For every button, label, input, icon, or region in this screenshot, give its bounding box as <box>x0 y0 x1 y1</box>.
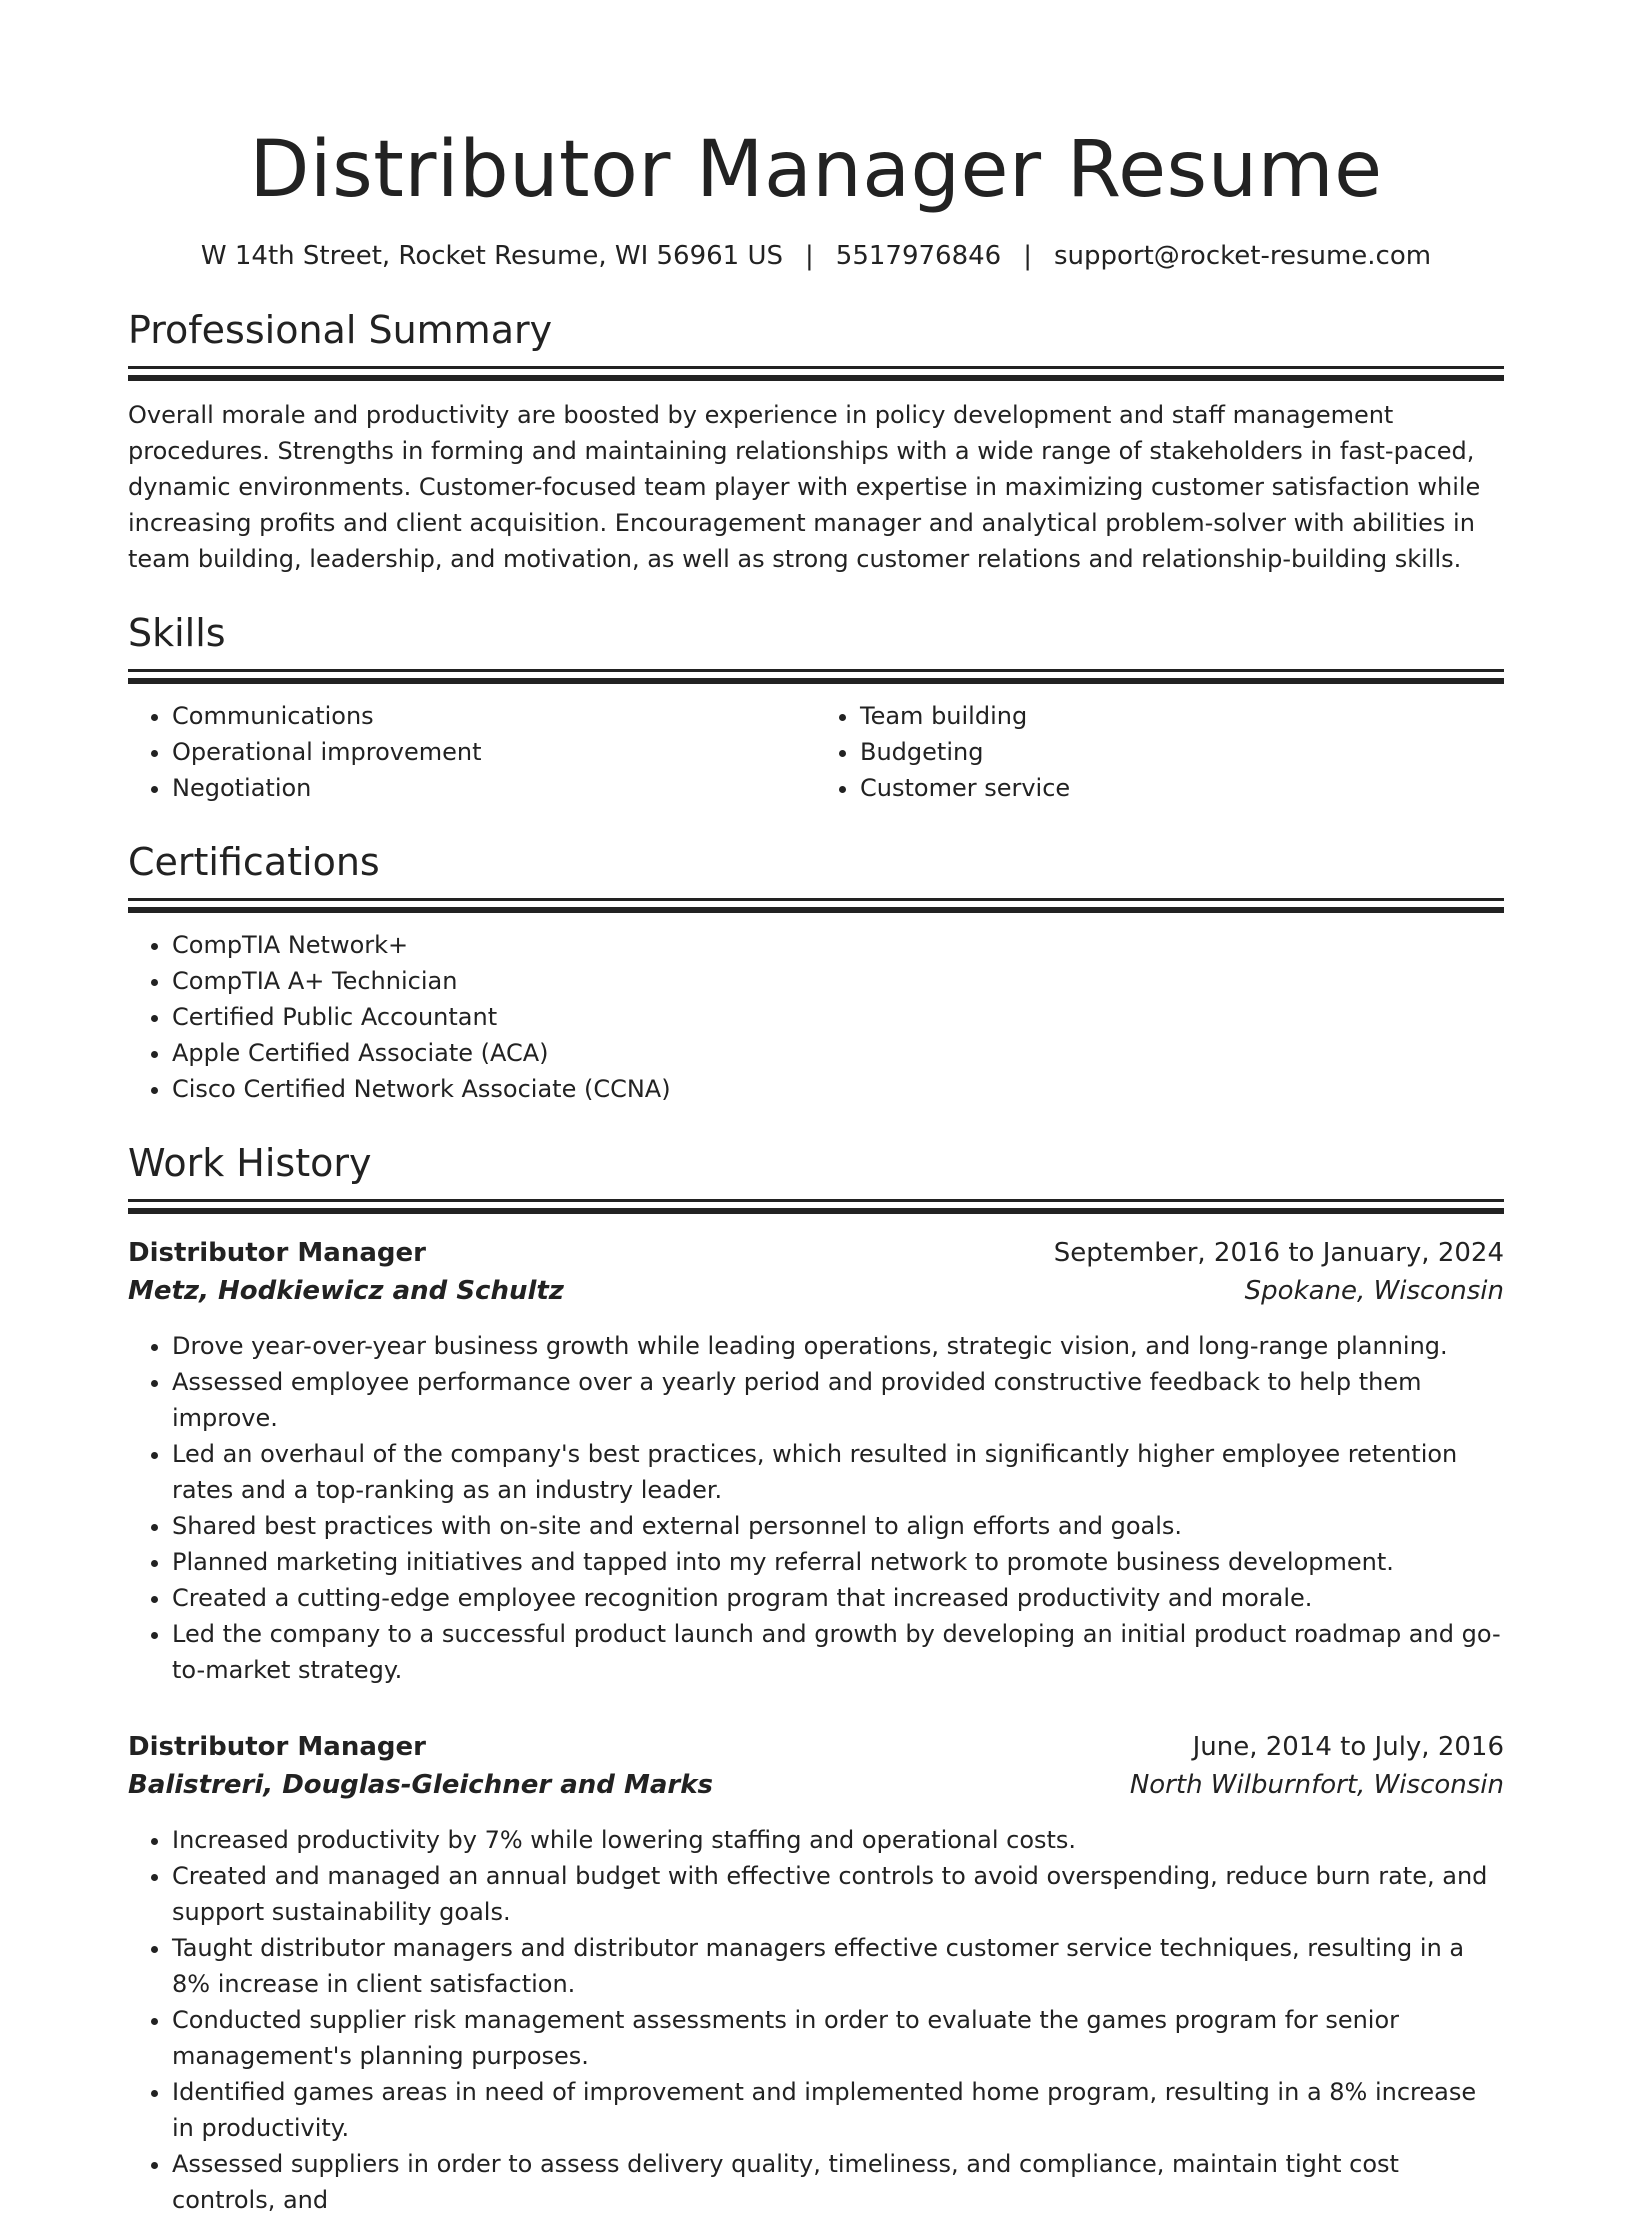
skill-item: • Operational improvement <box>172 734 816 770</box>
job-bullet: • Assessed suppliers in order to assess delivery quality, timeliness, and compliance, maintain tight cost controls, and <box>172 2146 1504 2218</box>
job-bullet: • Conducted supplier risk management assessments in order to evaluate the games program for senior management's planning purposes. <box>172 2002 1504 2074</box>
job-bullet: • Created and managed an annual budget with effective controls to avoid overspending, reduce burn rate, and support sustainability goals. <box>172 1858 1504 1930</box>
job-location: Spokane, Wisconsin <box>1244 1276 1504 1306</box>
job-entry <box>128 1234 1504 1688</box>
section-rule-thin <box>128 669 1504 672</box>
contact-email: support@rocket-resume.com <box>1053 241 1432 271</box>
skill-item: • Communications <box>172 698 816 734</box>
work-history-section <box>128 1137 1504 2218</box>
job-company: Balistreri, Douglas-Gleichner and Marks <box>128 1770 713 1800</box>
contact-separator: | <box>1023 241 1032 271</box>
job-bullet: • Shared best practices with on-site and external personnel to align efforts and goals. <box>172 1508 1504 1544</box>
section-heading: Work History <box>128 1141 372 1185</box>
skill-item: • Negotiation <box>172 770 816 806</box>
certification-item: • Apple Certified Associate (ACA) <box>172 1035 1504 1071</box>
section-rule-thick <box>128 1208 1504 1214</box>
resume-page <box>128 120 1504 2218</box>
skill-item: • Customer service <box>860 770 1504 806</box>
certifications-list <box>128 927 1504 1107</box>
job-header-row <box>128 1728 1504 1766</box>
certification-item: • Cisco Certified Network Associate (CCNA) <box>172 1071 1504 1107</box>
job-company-row <box>128 1272 1504 1310</box>
certification-item: • CompTIA Network+ <box>172 927 1504 963</box>
job-bullets <box>128 1328 1504 1688</box>
job-bullet: • Taught distributor managers and distributor managers effective customer service techniques, resulting in a 8% increase in client satisfaction. <box>172 1930 1504 2002</box>
job-bullet: • Drove year-over-year business growth while leading operations, strategic vision, and long-range planning. <box>172 1328 1504 1364</box>
section-heading: Certifications <box>128 840 380 884</box>
certifications-section <box>128 836 1504 1107</box>
contact-separator: | <box>805 241 814 271</box>
skills-grid <box>128 684 1504 806</box>
job-bullet: • Created a cutting-edge employee recognition program that increased productivity and morale. <box>172 1580 1504 1616</box>
section-rule-thin <box>128 1199 1504 1202</box>
contact-phone: 5517976846 <box>835 241 1002 271</box>
resume-title: Distributor Manager Resume <box>249 125 1383 215</box>
section-rule-thick <box>128 375 1504 381</box>
job-dates: September, 2016 to January, 2024 <box>1053 1238 1504 1268</box>
summary-section <box>128 304 1504 577</box>
skill-item: • Budgeting <box>860 734 1504 770</box>
job-location: North Wilburnfort, Wisconsin <box>1129 1770 1504 1800</box>
skill-item: • Team building <box>860 698 1504 734</box>
job-company-row <box>128 1766 1504 1804</box>
certification-item: • Certified Public Accountant <box>172 999 1504 1035</box>
job-bullets <box>128 1822 1504 2218</box>
skills-list-right <box>816 698 1504 806</box>
job-bullet: • Assessed employee performance over a yearly period and provided constructive feedback to help them improve. <box>172 1364 1504 1436</box>
section-heading: Skills <box>128 611 226 655</box>
job-bullet: • Identified games areas in need of improvement and implemented home program, resulting in a 8% increase in productivity. <box>172 2074 1504 2146</box>
job-bullet: • Increased productivity by 7% while lowering staffing and operational costs. <box>172 1822 1504 1858</box>
summary-text: Overall morale and productivity are boosted by experience in policy development and staff management procedures. Strengths in forming and maintaining relationships with a wide range of stakeholders in fast-paced, dynamic environments. Customer-focused team player with expertise in maximizing customer satisfaction while increasing profits and client acquisition. Encouragement manager and analytical problem-solver with abilities in team building, leadership, and motivation, as well as strong customer relations and relationship-building skills. <box>128 401 1481 573</box>
skills-section <box>128 607 1504 806</box>
job-dates: June, 2014 to July, 2016 <box>1192 1732 1504 1762</box>
job-entry <box>128 1728 1504 2218</box>
section-rule-thin <box>128 366 1504 369</box>
job-bullet: • Planned marketing initiatives and tapped into my referral network to promote business development. <box>172 1544 1504 1580</box>
section-rule-thin <box>128 898 1504 901</box>
section-rule-thick <box>128 907 1504 913</box>
skills-list-left <box>128 698 816 806</box>
job-header-row <box>128 1234 1504 1272</box>
job-bullet: • Led an overhaul of the company's best practices, which resulted in significantly higher employee retention rates and a top-ranking as an industry leader. <box>172 1436 1504 1508</box>
job-company: Metz, Hodkiewicz and Schultz <box>128 1276 564 1306</box>
certification-item: • CompTIA A+ Technician <box>172 963 1504 999</box>
contact-address: W 14th Street, Rocket Resume, WI 56961 US <box>200 241 784 271</box>
section-heading: Professional Summary <box>128 308 553 352</box>
job-title: Distributor Manager <box>128 1732 426 1762</box>
job-bullet: • Led the company to a successful product launch and growth by developing an initial product roadmap and go-to-market strategy. <box>172 1616 1504 1688</box>
job-title: Distributor Manager <box>128 1238 426 1268</box>
contact-line <box>128 238 1504 274</box>
